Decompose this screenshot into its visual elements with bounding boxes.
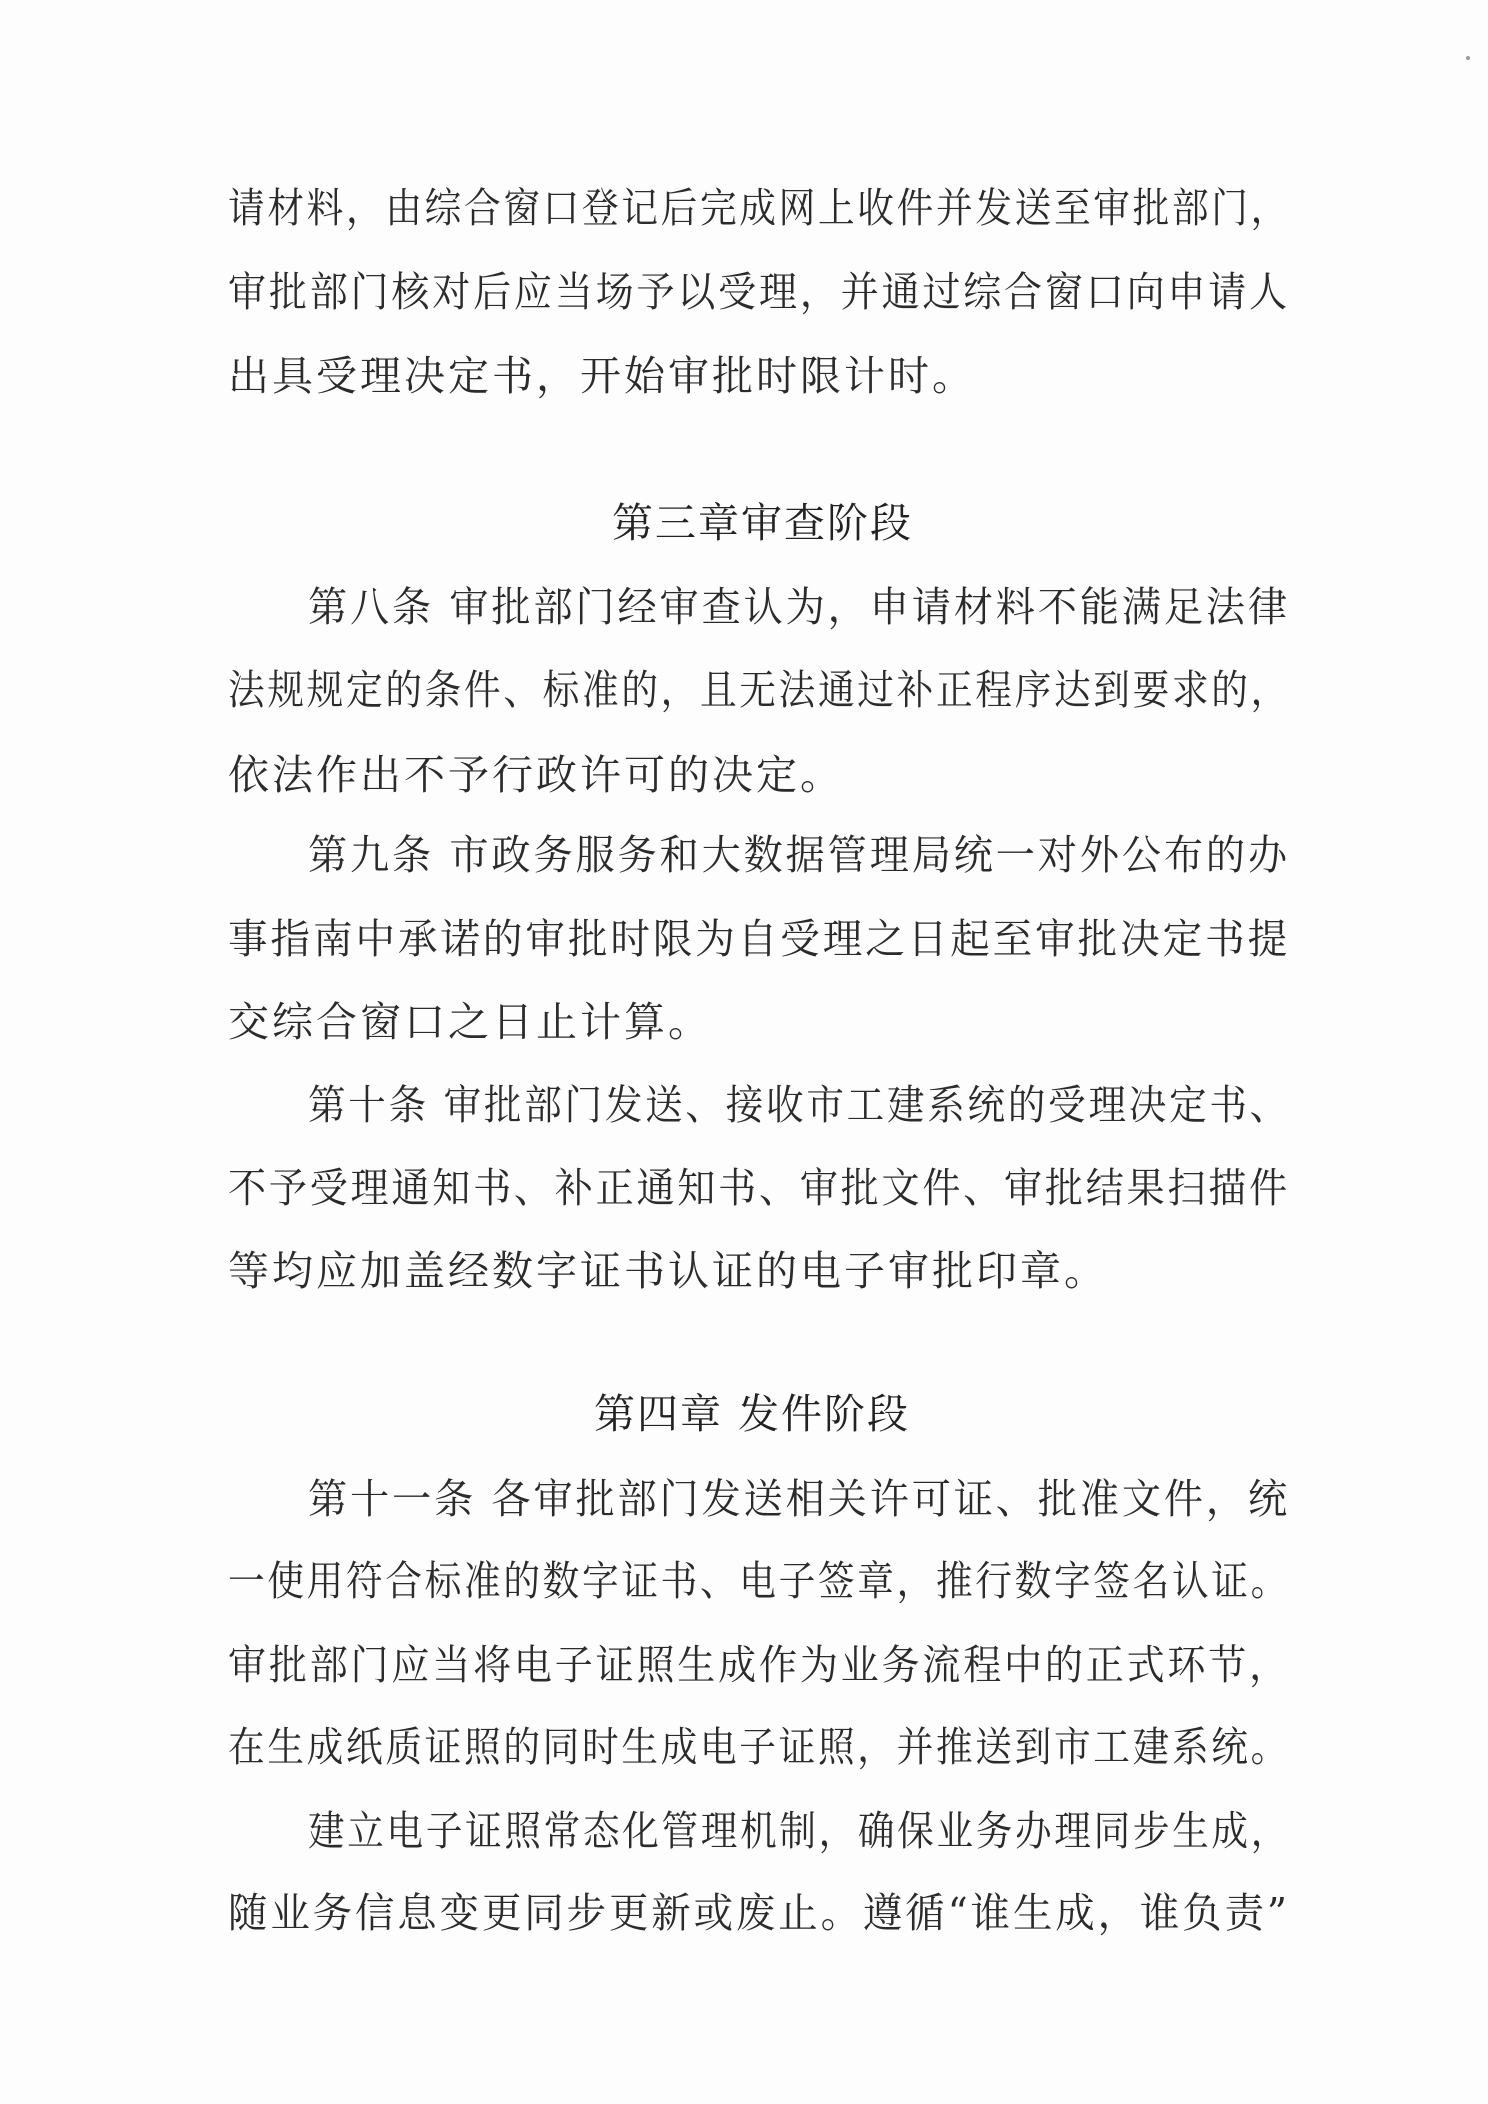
article-8-line: 法规规定的条件、标准的，且无法通过补正程序达到要求的， (228, 666, 1290, 714)
article-10-line: 等均应加盖经数字证书认证的电子审批印章。 (228, 1247, 1108, 1295)
article-11-line: 在生成纸质证照的同时生成电子证照，并推送到市工建系统。 (228, 1723, 1290, 1771)
article-11-line: 第十一条 各审批部门发送相关许可证、批准文件，统 (308, 1475, 1290, 1523)
body-line: 请材料，由综合窗口登记后完成网上收件并发送至审批部门， (228, 184, 1290, 232)
article-9-line: 事指南中承诺的审批时限为自受理之日起至审批决定书提 (228, 915, 1291, 963)
article-10-line: 不予受理通知书、补正通知书、审批文件、审批结果扫描件 (228, 1164, 1290, 1212)
article-8-line: 依法作出不予行政许可的决定。 (228, 751, 844, 799)
final-paragraph-line: 建立电子证照常态化管理机制，确保业务办理同步生成， (308, 1807, 1290, 1855)
article-9-line: 第九条 市政务服务和大数据管理局统一对外公布的办 (308, 831, 1290, 879)
article-11-line: 一使用符合标准的数字证书、电子签章，推行数字签名认证。 (228, 1557, 1290, 1605)
article-11-line: 审批部门应当将电子证照生成作为业务流程中的正式环节， (228, 1641, 1290, 1689)
article-8-line: 第八条 审批部门经审查认为，申请材料不能满足法律 (308, 583, 1290, 631)
chapter-heading: 第四章 发件阶段 (594, 1390, 911, 1438)
article-9-line: 交综合窗口之日止计算。 (228, 998, 712, 1046)
body-line: 出具受理决定书，开始审批时限计时。 (228, 352, 976, 400)
body-line: 审批部门核对后应当场予以受理，并通过综合窗口向申请人 (228, 268, 1290, 316)
chapter-heading: 第三章审查阶段 (612, 499, 913, 547)
scan-speck (1466, 56, 1470, 60)
article-10-line: 第十条 审批部门发送、接收市工建系统的受理决定书、 (308, 1081, 1290, 1129)
final-paragraph-line: 随业务信息变更同步更新或废止。遵循“谁生成，谁负责” (228, 1889, 1290, 1937)
